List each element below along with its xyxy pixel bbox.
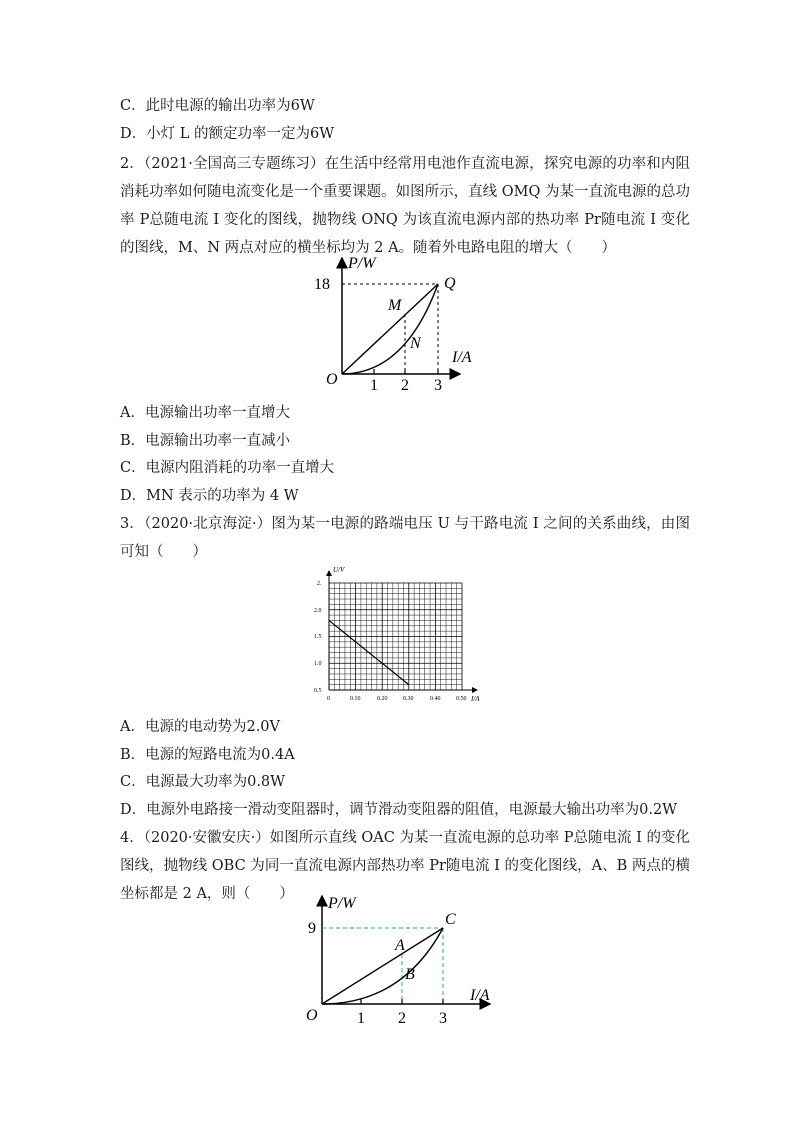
q4-origin: O — [306, 1007, 318, 1024]
q2-x-tick-2: 2 — [401, 377, 409, 390]
q2-x-label: I/A — [452, 349, 472, 366]
q2-point-n: N — [410, 335, 421, 352]
q2-x-tick-1: 1 — [370, 377, 378, 390]
q2-option-d: D．MN 表示的功率为 4 W — [120, 488, 299, 504]
q2-option-b: B．电源输出功率一直减小 — [120, 433, 291, 449]
q2-point-m: M — [388, 297, 402, 314]
q1-option-d: D．小灯 L 的额定功率一定为6W — [120, 126, 335, 142]
q3-y-tick-1-0: 1.0 — [314, 661, 322, 667]
q3-y-tick-0-5: 0.5 — [314, 688, 322, 694]
q3-x-tick-0: 0 — [327, 696, 330, 702]
q3-option-c: C．电源最大功率为0.8W — [120, 774, 286, 790]
q3-y-top: 2. — [317, 581, 322, 587]
q3-x-label: I/A — [471, 695, 480, 703]
q3-y-tick-2-0: 2.0 — [314, 608, 322, 614]
q4-x-tick-3: 3 — [439, 1010, 447, 1027]
q3-option-a: A．电源的电动势为2.0V — [120, 719, 281, 735]
q4-point-b: B — [405, 966, 415, 983]
q2-y-tick: 18 — [314, 276, 330, 293]
q3-x-tick-2: 0.20 — [377, 696, 388, 702]
q3-x-tick-1: 0.10 — [350, 696, 361, 702]
q3-y-label: U/V — [333, 566, 345, 574]
q3-x-tick-3: 0.30 — [403, 696, 414, 702]
q4-y-tick: 9 — [308, 920, 316, 937]
q4-x-label: I/A — [470, 987, 490, 1004]
q4-x-tick-2: 2 — [398, 1010, 406, 1027]
q4-line-oac — [322, 928, 443, 1004]
q1-option-c: C．此时电源的输出功率为6W — [120, 98, 315, 114]
q3-option-d: D．电源外电路接一滑动变阻器时，调节滑动变阻器的阻值，电源最大输出功率为0.2W — [120, 802, 678, 818]
q3-figure — [305, 563, 490, 708]
q4-figure — [300, 892, 500, 1032]
q4-y-label: P/W — [328, 895, 356, 912]
q3-y-tick-1-5: 1.5 — [314, 634, 322, 640]
q3-stem: 3．（2020·北京海淀·）图为某一电源的路端电压 U 与干路电流 I 之间的关系曲线，由图可知（ ） — [120, 516, 690, 560]
q3-option-b: B．电源的短路电流为0.4A — [120, 747, 295, 763]
q4-stem: 4．（2020·安徽安庆·）如图所示直线 OAC 为某一直流电源的总功率 P总随电流 I 的变化图线，抛物线 OBC 为同一直流电源内部热功率 Pr随电流 I 的变化图线，A、B 两点的横坐标都是 2 A，则（ ） — [120, 830, 690, 902]
q2-point-q: Q — [444, 275, 456, 292]
q2-stem: 2．（2021·全国高三专题练习）在生活中经常用电池作直流电源，探究电源的功率和内阻消耗功率如何随电流变化是一个重要课题。如图所示，直线 OMQ 为某一直流电源的总功率 P总随电流 I 变化的图线，抛物线 ONQ 为该直流电源内部的热功率 Pr随电流 I 变化的图线，M、N 两点对应的横坐标均为 2 A。随着外电路电阻的增大（ ） — [120, 156, 690, 256]
q4-x-tick-1: 1 — [357, 1010, 365, 1027]
q2-x-tick-3: 3 — [434, 377, 442, 390]
q2-y-label: P/W — [348, 255, 376, 272]
q2-figure — [300, 250, 485, 390]
q2-option-a: A．电源输出功率一直增大 — [120, 405, 290, 421]
q4-point-a: A — [395, 937, 405, 954]
q2-origin: O — [326, 371, 338, 388]
q4-point-c: C — [445, 911, 456, 928]
q3-x-tick-4: 0.40 — [430, 696, 441, 702]
q2-option-c: C．电源内阻消耗的功率一直增大 — [120, 460, 335, 476]
q3-x-tick-5: 0.50 — [456, 696, 467, 702]
